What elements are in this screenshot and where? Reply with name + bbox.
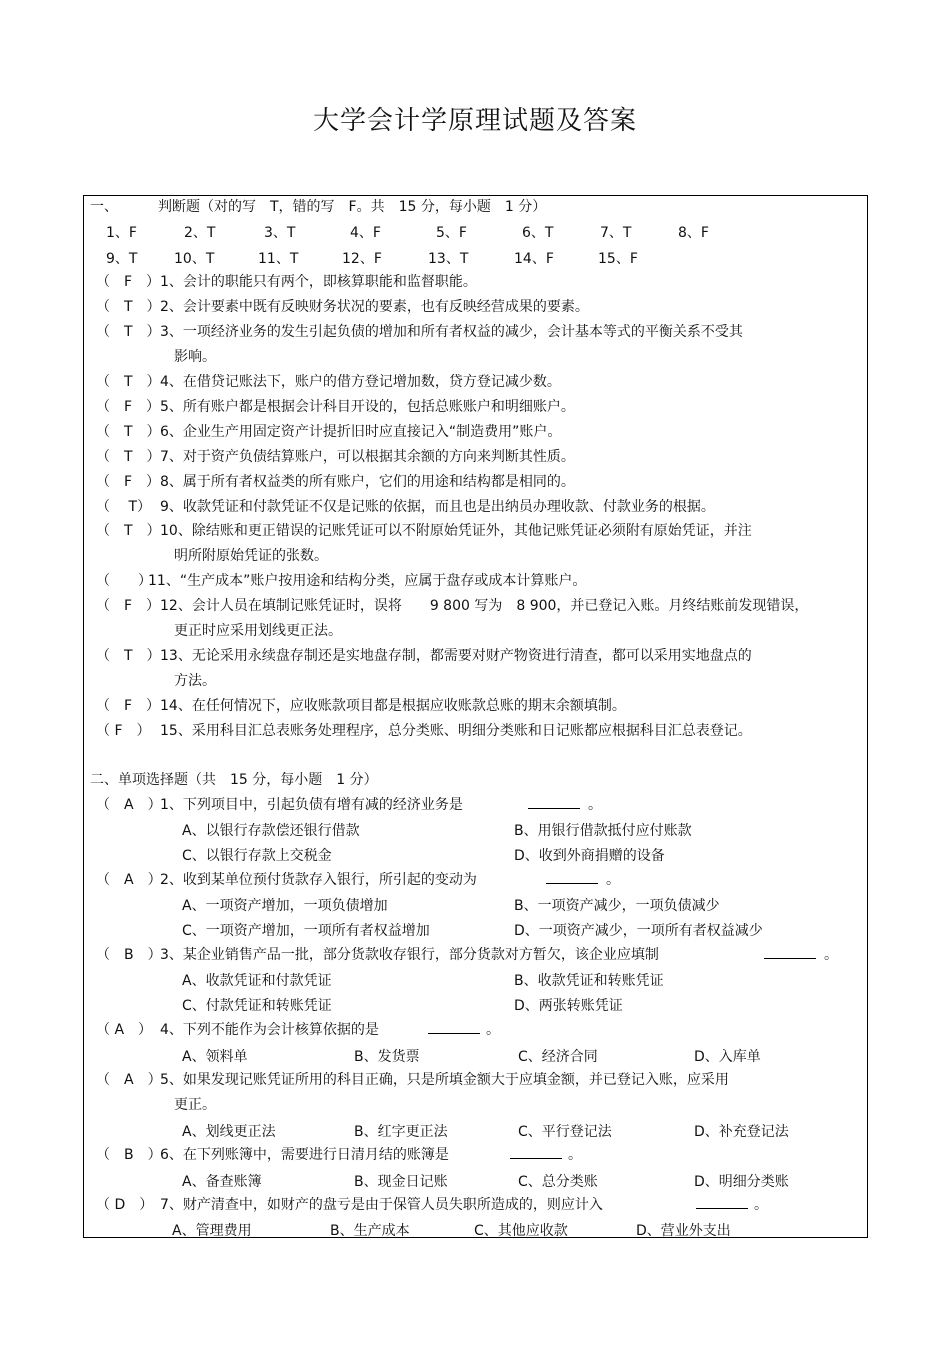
mc-option: C、付款凭证和转账凭证 [182, 998, 332, 1014]
mc-option: A、一项资产增加，一项负债增加 [182, 898, 388, 914]
answer-12: 12、F [342, 251, 382, 267]
mc-mark: （ A ） [96, 1022, 153, 1038]
answer-14: 14、F [514, 251, 554, 267]
tf-mark: （ F ） [96, 723, 151, 739]
mc-option: D、一项资产减少，一项所有者权益减少 [514, 923, 763, 939]
mc-option: C、其他应收款 [474, 1223, 568, 1238]
answer-7: 7、T [600, 225, 632, 241]
mc-option: B、生产成本 [330, 1223, 410, 1238]
tf-question: 15、采用科目汇总表账务处理程序，总分类账、明细分类账和日记账都应根据科目汇总表登记。 [160, 723, 752, 739]
tf-question: 8、属于所有者权益类的所有账户，它们的用途和结构都是相同的。 [160, 474, 575, 490]
mc-option: A、收款凭证和付款凭证 [182, 973, 332, 989]
mc-question: 3、某企业销售产品一批，部分货款收存银行，部分货款对方暂欠，该企业应填制 [160, 947, 659, 963]
mc-mark: （ B ） [96, 947, 162, 963]
answer-11: 11、T [258, 251, 299, 267]
tf-question: 1、会计的职能只有两个，即核算职能和监督职能。 [160, 274, 477, 290]
tf-mark: （ T ） [96, 299, 161, 315]
mc-option: B、一项资产减少，一项负债减少 [514, 898, 720, 914]
answer-blank [510, 1146, 562, 1164]
tf-question-cont: 方法。 [174, 673, 216, 689]
mc-question: 2、收到某单位预付货款存入银行，所引起的变动为 [160, 872, 477, 888]
tf-question: 13、无论采用永续盘存制还是实地盘存制，都需要对财产物资进行清查，都可以采用实地盘点的 [160, 648, 752, 664]
tf-question: 4、在借贷记账法下，账户的借方登记增加数，贷方登记减少数。 [160, 374, 561, 390]
answer-4: 4、F [350, 225, 381, 241]
question-end: 。 [606, 872, 620, 888]
mc-option: A、管理费用 [172, 1223, 252, 1238]
answer-10: 10、T [174, 251, 215, 267]
mc-mark: （ A ） [96, 797, 162, 813]
mc-option: A、以银行存款偿还银行借款 [182, 823, 360, 839]
tf-question-cont: 明所附原始凭证的张数。 [174, 548, 328, 564]
tf-question: 3、一项经济业务的发生引起负债的增加和所有者权益的减少，会计基本等式的平衡关系不受其 [160, 324, 743, 340]
mc-option: B、收款凭证和转账凭证 [514, 973, 664, 989]
mc-option: C、平行登记法 [518, 1124, 612, 1140]
question-end: 。 [588, 797, 602, 813]
tf-question: 6、企业生产用固定资产计提折旧时应直接记入“制造费用”账户。 [160, 424, 562, 440]
mc-option: D、收到外商捐赠的设备 [514, 848, 665, 864]
mc-option: B、现金日记账 [354, 1174, 448, 1190]
tf-mark: （ T ） [96, 523, 161, 539]
answer-blank [428, 1021, 480, 1039]
answer-13: 13、T [428, 251, 469, 267]
mc-option: B、用银行借款抵付应付账款 [514, 823, 692, 839]
tf-question-cont: 更正时应采用划线更正法。 [174, 623, 342, 639]
mc-question: 1、下列项目中，引起负债有增有减的经济业务是 [160, 797, 463, 813]
mc-option: D、两张转账凭证 [514, 998, 623, 1014]
question-end: 。 [486, 1022, 500, 1038]
question-end: 。 [568, 1147, 582, 1163]
answer-15: 15、F [598, 251, 638, 267]
tf-question-cont: 影响。 [174, 349, 216, 365]
exam-box [83, 195, 868, 1238]
answer-2: 2、T [184, 225, 216, 241]
tf-mark: （ T ） [96, 449, 161, 465]
mc-option: D、补充登记法 [694, 1124, 789, 1140]
question-end: 。 [754, 1197, 768, 1213]
tf-mark: （ F ） [96, 598, 161, 614]
mc-option: D、营业外支出 [636, 1223, 731, 1238]
tf-question: 9、收款凭证和付款凭证不仅是记账的依据，而且也是出纳员办理收款、付款业务的根据。 [160, 499, 715, 515]
mc-question: 5、如果发现记账凭证所用的科目正确，只是所填金额大于应填金额，并已登记入账，应采用 [160, 1072, 729, 1088]
tf-question: 12、会计人员在填制记账凭证时，误将 9 800 写为 8 900，并已登记入账。月终结账前发现错误， [160, 598, 809, 614]
section2-heading: 二、单项选择题（共 15 分，每小题 1 分） [90, 772, 378, 788]
tf-question: 5、所有账户都是根据会计科目开设的，包括总账账户和明细账户。 [160, 399, 575, 415]
tf-mark: （ F ） [96, 474, 161, 490]
mc-option: C、一项资产增加，一项所有者权益增加 [182, 923, 430, 939]
mc-option: D、入库单 [694, 1049, 761, 1065]
mc-mark: （ A ） [96, 872, 162, 888]
answer-1: 1、F [106, 225, 137, 241]
section1-heading: 判断题（对的写 T，错的写 F。共 15 分，每小题 1 分） [158, 199, 547, 215]
mc-option: C、经济合同 [518, 1049, 598, 1065]
tf-mark: （ T ） [96, 374, 161, 390]
document-title: 大学会计学原理试题及答案 [312, 106, 637, 136]
tf-mark: （ T ） [96, 424, 161, 440]
mc-question: 4、下列不能作为会计核算依据的是 [160, 1022, 379, 1038]
tf-mark: （ T） [96, 499, 152, 515]
answer-blank [528, 796, 580, 814]
tf-mark: （ F ） [96, 399, 161, 415]
mc-option: C、以银行存款上交税金 [182, 848, 332, 864]
mc-option: D、明细分类账 [694, 1174, 789, 1190]
mc-option: A、划线更正法 [182, 1124, 276, 1140]
tf-mark: （ F ） [96, 698, 161, 714]
mc-option: A、领料单 [182, 1049, 248, 1065]
tf-mark: （ F ） [96, 274, 161, 290]
mc-question-cont: 更正。 [174, 1097, 216, 1113]
answer-8: 8、F [678, 225, 709, 241]
tf-mark: （ T ） [96, 324, 161, 340]
mc-option: A、备查账簿 [182, 1174, 262, 1190]
question-end: 。 [824, 947, 838, 963]
mc-question: 7、财产清查中，如财产的盘亏是由于保管人员失职所造成的，则应计入 [160, 1197, 603, 1213]
answer-9: 9、T [106, 251, 138, 267]
answer-6: 6、T [522, 225, 554, 241]
tf-question: 2、会计要素中既有反映财务状况的要素，也有反映经营成果的要素。 [160, 299, 589, 315]
mc-mark: （ A ） [96, 1072, 162, 1088]
mc-question: 6、在下列账簿中，需要进行日清月结的账簿是 [160, 1147, 449, 1163]
answer-blank [546, 871, 598, 889]
mc-option: C、总分类账 [518, 1174, 598, 1190]
tf-question: 10、除结账和更正错误的记账凭证可以不附原始凭证外，其他记账凭证必须附有原始凭证，并注 [160, 523, 752, 539]
mc-mark: （ B ） [96, 1147, 162, 1163]
tf-mark: （ T ） [96, 648, 161, 664]
mc-mark: （ D ） [96, 1197, 154, 1213]
answer-5: 5、F [436, 225, 467, 241]
tf-mark: （ ） [96, 573, 152, 589]
answer-blank [764, 946, 816, 964]
answer-blank [696, 1196, 748, 1214]
tf-question: 14、在任何情况下，应收账款项目都是根据应收账款总账的期末余额填制。 [160, 698, 626, 714]
answer-3: 3、T [264, 225, 296, 241]
section1-number: 一、 [90, 199, 118, 215]
tf-question: 11、“生产成本”账户按用途和结构分类，应属于盘存或成本计算账户。 [148, 573, 587, 589]
mc-option: B、红字更正法 [354, 1124, 448, 1140]
tf-question: 7、对于资产负债结算账户，可以根据其余额的方向来判断其性质。 [160, 449, 575, 465]
mc-option: B、发货票 [354, 1049, 420, 1065]
